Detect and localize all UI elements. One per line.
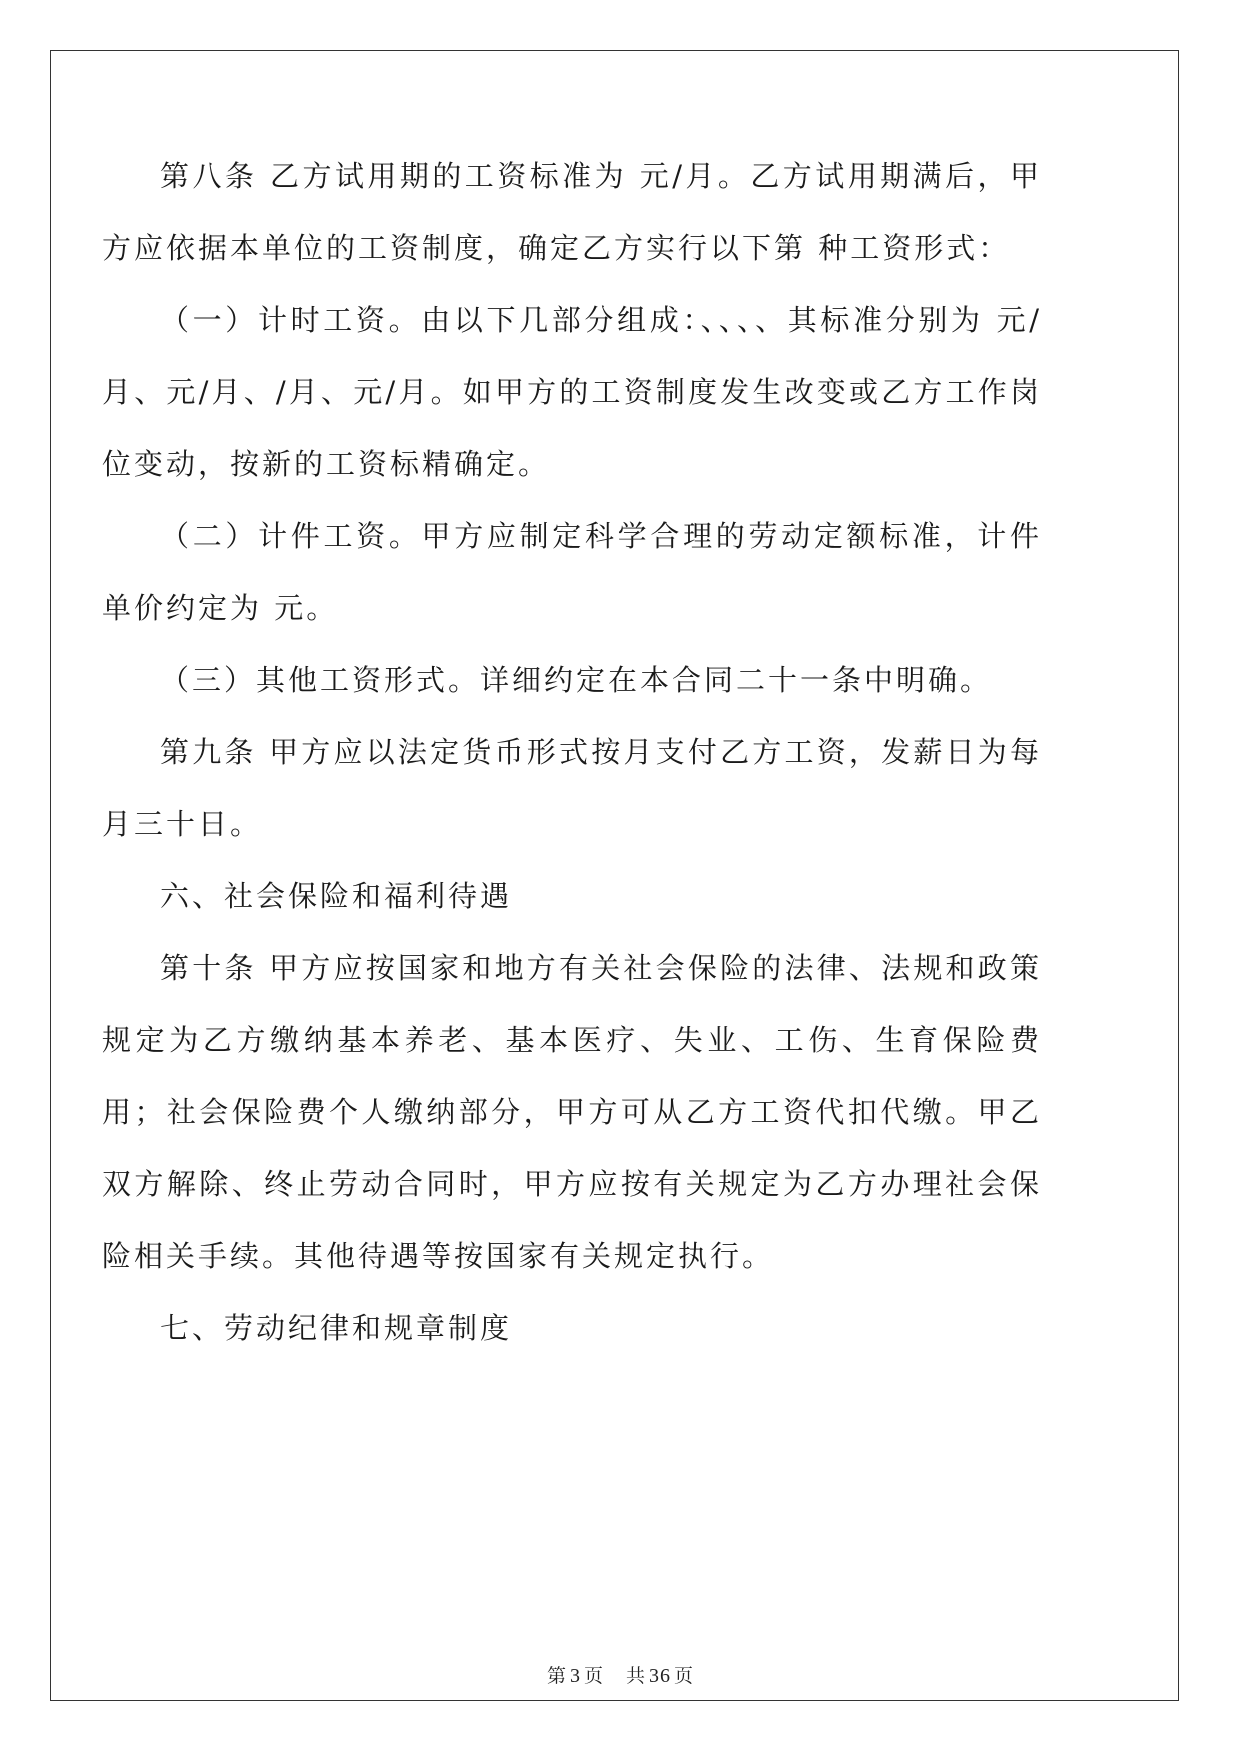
section-heading-labor-discipline: 七、劳动纪律和规章制度 [160,1311,513,1345]
section-heading-social-insurance: 六、社会保险和福利待遇 [160,879,513,913]
document-body [102,140,1042,1364]
paragraph-article-8: 第八条 乙方试用期的工资标准为 元/月。乙方试用期满后，甲方应依据本单位的工资制度，确定乙方实行以下第 种工资形式： [102,159,1042,265]
page-number: 3 [569,1665,581,1687]
page-footer [0,1661,1241,1688]
paragraph-time-wage: （一）计时工资。由以下几部分组成：、、、、其标准分别为 元/月、元/月、/月、元/月。如甲方的工资制度发生改变或乙方工作岗位变动，按新的工资标精确定。 [102,303,1042,481]
total-prefix: 共 [626,1665,647,1687]
total-suffix: 页 [674,1665,695,1687]
paragraph-article-9: 第九条 甲方应以法定货币形式按月支付乙方工资，发薪日为每月三十日。 [102,735,1042,841]
page-suffix: 页 [583,1665,604,1687]
paragraph-other-wage: （三）其他工资形式。详细约定在本合同二十一条中明确。 [160,663,993,697]
total-pages: 36 [649,1665,672,1687]
paragraph-article-10: 第十条 甲方应按国家和地方有关社会保险的法律、法规和政策规定为乙方缴纳基本养老、基本医疗、失业、工伤、生育保险费用；社会保险费个人缴纳部分，甲方可从乙方工资代扣代缴。甲乙双方解除、终止劳动合同时，甲方应按有关规定为乙方办理社会保险相关手续。其他待遇等按国家有关规定执行。 [102,951,1042,1273]
page-prefix: 第 [546,1665,567,1687]
paragraph-piece-wage: （二）计件工资。甲方应制定科学合理的劳动定额标准，计件单价约定为 元。 [102,519,1042,625]
